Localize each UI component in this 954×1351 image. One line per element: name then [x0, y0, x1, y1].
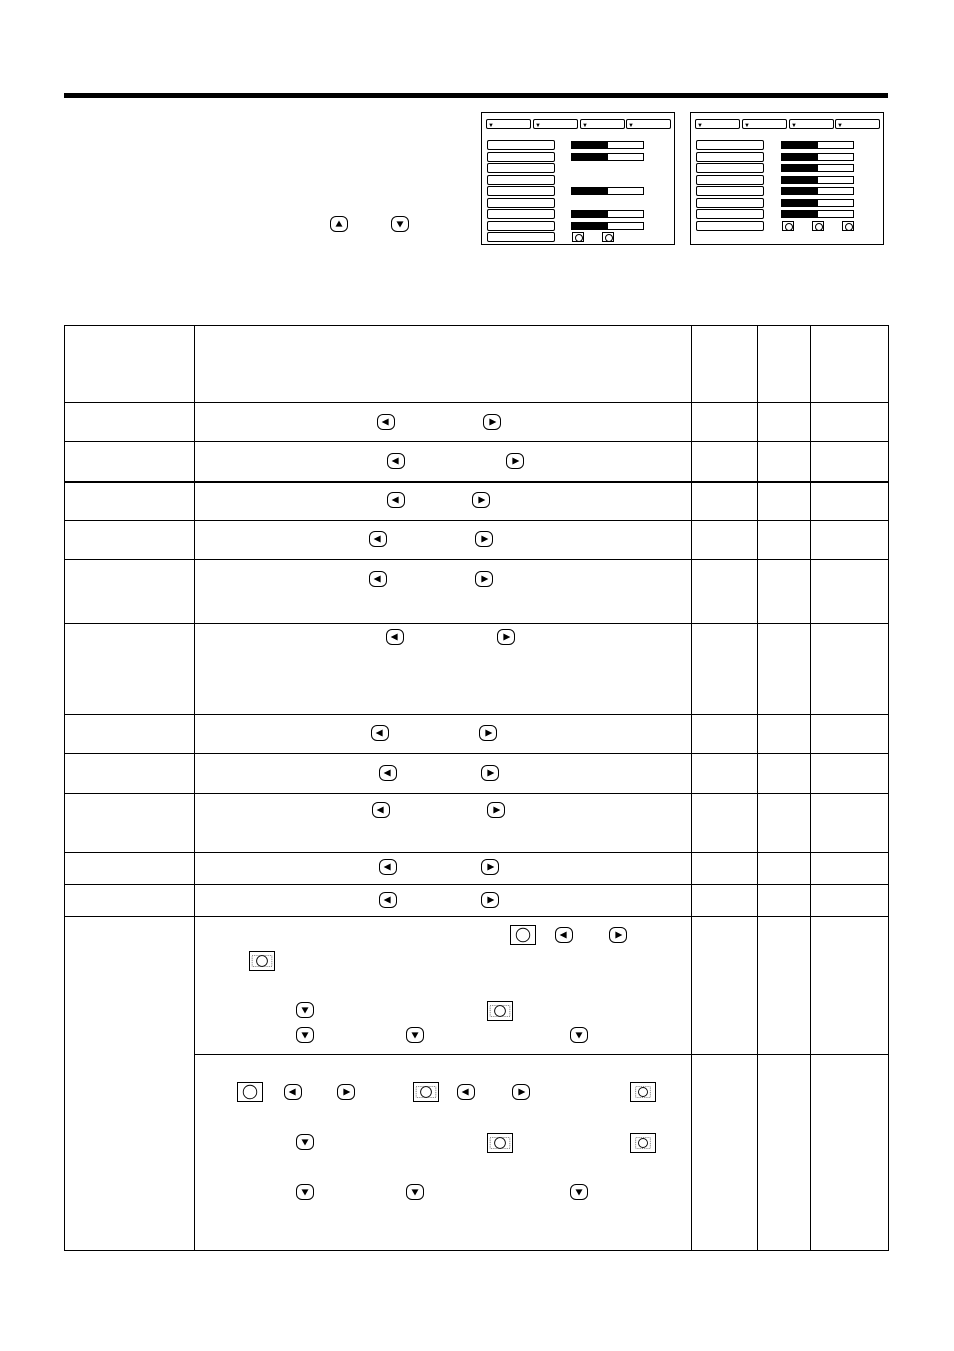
table-row-divider: [64, 402, 889, 403]
menu-tab[interactable]: ▼: [835, 119, 880, 129]
settings-table: [64, 325, 889, 1251]
table-column-divider: [757, 325, 758, 1251]
adjust-level-bar[interactable]: [781, 199, 854, 207]
menu-item[interactable]: [696, 152, 764, 162]
table-row-divider: [64, 481, 889, 483]
left-arrow-button-icon: [387, 492, 405, 508]
down-arrow-button-icon: [296, 1184, 314, 1200]
aspect-small-icon: [630, 1082, 656, 1102]
menu-item[interactable]: [487, 152, 555, 162]
right-arrow-button-icon: [481, 892, 499, 908]
left-arrow-button-icon: [371, 725, 389, 741]
down-arrow-button-icon: [296, 1027, 314, 1043]
down-arrow-button-icon: [296, 1002, 314, 1018]
table-row-divider: [64, 714, 889, 715]
menu-item[interactable]: [487, 198, 555, 208]
menu-tab[interactable]: ▼: [580, 119, 625, 129]
aspect-16-9-icon: [487, 1001, 513, 1021]
menu-tab[interactable]: ▼: [789, 119, 834, 129]
left-arrow-button-icon: [379, 859, 397, 875]
adjust-level-bar[interactable]: [571, 141, 644, 149]
table-row-divider: [64, 884, 889, 885]
down-arrow-button-icon: [570, 1184, 588, 1200]
right-arrow-button-icon: [483, 414, 501, 430]
picture-menu-panel: [481, 112, 675, 245]
menu-item[interactable]: [696, 175, 764, 185]
menu-tab[interactable]: ▼: [486, 119, 531, 129]
menu-item[interactable]: [487, 186, 555, 196]
right-arrow-button-icon: [475, 571, 493, 587]
menu-item[interactable]: [696, 140, 764, 150]
table-column-divider: [810, 325, 811, 1251]
left-arrow-button-icon: [457, 1084, 475, 1100]
down-arrow-button-icon: [570, 1027, 588, 1043]
left-arrow-button-icon: [387, 453, 405, 469]
right-arrow-button-icon: [337, 1084, 355, 1100]
up-arrow-button-icon: [330, 216, 348, 232]
menu-item[interactable]: [487, 209, 555, 219]
menu-tab[interactable]: ▼: [626, 119, 671, 129]
menu-item[interactable]: [696, 209, 764, 219]
table-subrow-divider: [194, 1054, 889, 1055]
adjust-level-bar[interactable]: [781, 153, 854, 161]
right-arrow-button-icon: [487, 802, 505, 818]
down-arrow-button-icon: [296, 1134, 314, 1150]
right-arrow-button-icon: [481, 765, 499, 781]
adjust-level-bar[interactable]: [571, 210, 644, 218]
menu-item[interactable]: [696, 198, 764, 208]
left-arrow-button-icon: [386, 629, 404, 645]
adjust-level-bar[interactable]: [571, 222, 644, 230]
left-arrow-button-icon: [372, 802, 390, 818]
adjust-level-bar[interactable]: [571, 187, 644, 195]
menu-item[interactable]: [487, 163, 555, 173]
menu-tab[interactable]: ▼: [533, 119, 578, 129]
aspect-16-9-icon: [487, 1133, 513, 1153]
aspect-4-3-icon: [510, 925, 536, 945]
left-arrow-button-icon: [555, 927, 573, 943]
adjust-level-bar[interactable]: [781, 164, 854, 172]
menu-item[interactable]: [487, 175, 555, 185]
aspect-16-9-icon: [413, 1082, 439, 1102]
table-column-divider: [194, 325, 195, 1251]
aspect-mini-icon: [812, 221, 824, 231]
menu-item[interactable]: [487, 221, 555, 231]
down-arrow-button-icon: [406, 1027, 424, 1043]
left-arrow-button-icon: [379, 892, 397, 908]
adjust-level-bar[interactable]: [781, 176, 854, 184]
right-arrow-button-icon: [497, 629, 515, 645]
aspect-4-3-icon: [237, 1082, 263, 1102]
table-row-divider: [64, 441, 889, 442]
aspect-mini-icon: [602, 232, 614, 242]
left-arrow-button-icon: [369, 531, 387, 547]
left-arrow-button-icon: [377, 414, 395, 430]
menu-item[interactable]: [487, 140, 555, 150]
left-arrow-button-icon: [369, 571, 387, 587]
right-arrow-button-icon: [472, 492, 490, 508]
menu-tab[interactable]: ▼: [742, 119, 787, 129]
right-arrow-button-icon: [479, 725, 497, 741]
table-row-divider: [64, 623, 889, 624]
table-row-divider: [64, 916, 889, 917]
right-arrow-button-icon: [475, 531, 493, 547]
down-arrow-button-icon: [391, 216, 409, 232]
right-arrow-button-icon: [481, 859, 499, 875]
table-row-divider: [64, 520, 889, 521]
table-column-divider: [691, 325, 692, 1251]
menu-item[interactable]: [696, 163, 764, 173]
aspect-mini-icon: [782, 221, 794, 231]
adjust-level-bar[interactable]: [781, 210, 854, 218]
menu-item[interactable]: [696, 221, 764, 231]
adjust-level-bar[interactable]: [781, 187, 854, 195]
adjust-level-bar[interactable]: [781, 141, 854, 149]
right-arrow-button-icon: [512, 1084, 530, 1100]
table-row-divider: [64, 793, 889, 794]
down-arrow-button-icon: [406, 1184, 424, 1200]
right-arrow-button-icon: [506, 453, 524, 469]
aspect-small-icon: [630, 1133, 656, 1153]
left-arrow-button-icon: [284, 1084, 302, 1100]
aspect-16-9-icon: [249, 951, 275, 971]
image-menu-panel: [690, 112, 884, 245]
left-arrow-button-icon: [379, 765, 397, 781]
header-rule: [64, 93, 888, 98]
right-arrow-button-icon: [609, 927, 627, 943]
menu-item[interactable]: [487, 232, 555, 242]
menu-tab[interactable]: ▼: [695, 119, 740, 129]
adjust-level-bar[interactable]: [571, 153, 644, 161]
table-row-divider: [64, 852, 889, 853]
aspect-mini-icon: [842, 221, 854, 231]
table-row-divider: [64, 559, 889, 560]
table-row-divider: [64, 753, 889, 754]
aspect-mini-icon: [572, 232, 584, 242]
menu-item[interactable]: [696, 186, 764, 196]
